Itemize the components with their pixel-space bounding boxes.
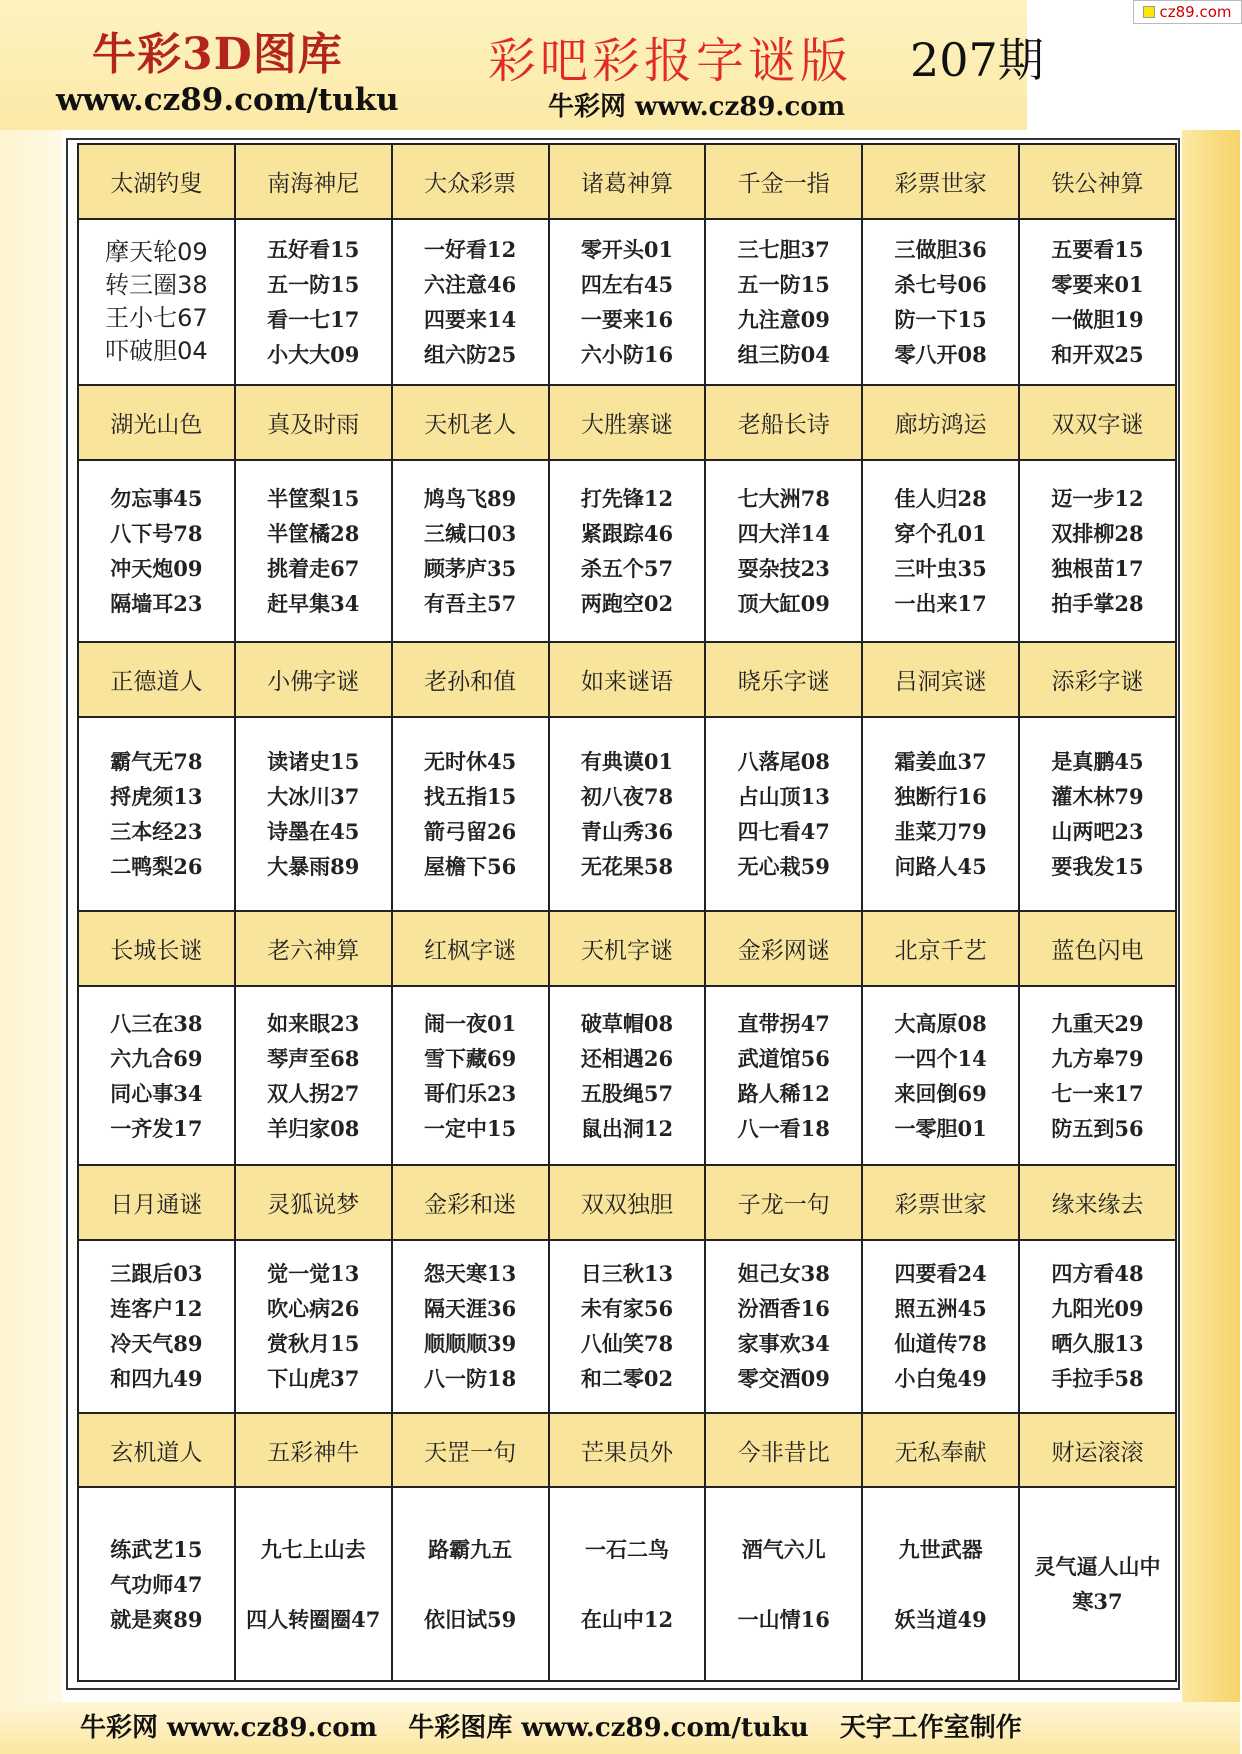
clue-line: 诗墨在45	[267, 819, 360, 845]
header-row	[78, 385, 1176, 460]
clue-cell	[392, 219, 549, 385]
clue-line: 九方皋79	[1051, 1045, 1144, 1071]
clue-line: 有吾主57	[423, 590, 517, 616]
clue-line: 捋虎须13	[110, 784, 203, 810]
column-header: 如来谜语	[549, 642, 706, 717]
clue-line: 四方看48	[1051, 1261, 1144, 1287]
clue-line: 佳人归28	[894, 485, 987, 511]
column-header: 湖光山色	[78, 385, 235, 460]
clue-line: 五好看15	[267, 236, 360, 262]
clue-line: 怨天寒13	[423, 1261, 517, 1287]
clue-line: 练武艺15	[110, 1536, 203, 1562]
column-header: 正德道人	[78, 642, 235, 717]
clue-line: 组三防04	[737, 341, 830, 367]
clue-cell	[549, 1240, 706, 1413]
clue-line: 大高原08	[894, 1010, 987, 1036]
clue-line: 八一看18	[737, 1115, 830, 1141]
column-header: 廊坊鸿运	[862, 385, 1019, 460]
clue-line: 破草帽08	[580, 1010, 674, 1036]
clue-line: 双人拐27	[267, 1080, 360, 1106]
clue-cell	[78, 460, 235, 643]
clue-line: 防一下15	[894, 306, 987, 332]
clue-cell	[235, 717, 392, 912]
clue-line: 拍手掌28	[1051, 590, 1144, 616]
clue-cell	[235, 460, 392, 643]
clue-line: 七一来17	[1051, 1080, 1144, 1106]
clue-cell	[392, 986, 549, 1165]
clue-line: 九七上山去	[260, 1536, 366, 1562]
clue-line: 零交酒09	[737, 1366, 830, 1392]
clue-line: 武道馆56	[737, 1045, 830, 1071]
header-row	[78, 911, 1176, 986]
clue-line: 二鸭梨26	[110, 854, 203, 880]
clue-line: 初八夜78	[580, 784, 674, 810]
footer-tuku: 牛彩图库 www.cz89.com/tuku	[408, 1713, 809, 1743]
cell-spacer	[706, 1567, 861, 1602]
clue-line: 五一防15	[267, 271, 360, 297]
column-header: 灵狐说梦	[235, 1165, 392, 1240]
clue-cell	[862, 717, 1019, 912]
clue-line: 路人稀12	[737, 1080, 830, 1106]
clue-line: 寒37	[1072, 1589, 1123, 1615]
clue-line: 吓破胆04	[105, 336, 208, 365]
clue-cell	[862, 219, 1019, 385]
clue-cell	[78, 1487, 235, 1681]
column-header: 彩票世家	[862, 144, 1019, 219]
clue-line: 是真鹏45	[1051, 749, 1144, 775]
clue-line: 五要看15	[1051, 236, 1144, 262]
column-header: 双双字谜	[1019, 385, 1176, 460]
issue-number: 207期	[910, 33, 1044, 87]
clue-cell	[1019, 986, 1176, 1165]
clue-line: 鼠出洞12	[580, 1115, 674, 1141]
footer-site: 牛彩网 www.cz89.com	[80, 1713, 378, 1743]
header-row	[78, 642, 1176, 717]
clue-cell	[705, 219, 862, 385]
clue-line: 半筐梨15	[267, 485, 360, 511]
clue-line: 鸠鸟飞89	[423, 485, 517, 511]
column-header: 诸葛神算	[549, 144, 706, 219]
clue-cell	[235, 219, 392, 385]
clue-line: 未有家56	[580, 1296, 674, 1322]
clue-cell	[78, 986, 235, 1165]
clue-cell	[392, 460, 549, 643]
clue-line: 一四个14	[894, 1045, 987, 1071]
corner-logo-text: cz89.com	[1159, 3, 1232, 21]
right-border-background	[1182, 130, 1240, 1754]
clue-cell	[235, 986, 392, 1165]
clue-row	[78, 986, 1176, 1165]
clue-line: 零要来01	[1051, 271, 1144, 297]
clue-line: 如来眼23	[267, 1010, 360, 1036]
clue-row	[78, 1487, 1176, 1681]
clue-line: 三缄口03	[423, 520, 517, 546]
clue-line: 四要看24	[894, 1261, 987, 1287]
clue-line: 四人转圈圈47	[246, 1606, 381, 1632]
clue-line: 酒气六儿	[741, 1536, 826, 1562]
header-row	[78, 1165, 1176, 1240]
column-header: 芒果员外	[549, 1413, 706, 1488]
clue-cell	[705, 460, 862, 643]
clue-cell	[549, 986, 706, 1165]
column-header: 蓝色闪电	[1019, 911, 1176, 986]
clue-line: 隔天涯36	[423, 1296, 517, 1322]
clue-cell	[1019, 460, 1176, 643]
clue-line: 九注意09	[737, 306, 830, 332]
clue-cell	[862, 986, 1019, 1165]
clue-line: 和开双25	[1051, 341, 1144, 367]
column-header: 无私奉献	[862, 1413, 1019, 1488]
column-header: 千金一指	[705, 144, 862, 219]
clue-line: 连客户12	[110, 1296, 203, 1322]
clue-line: 四左右45	[580, 271, 674, 297]
clue-line: 要我发15	[1051, 854, 1144, 880]
clue-line: 打先锋12	[580, 485, 674, 511]
clue-row	[78, 460, 1176, 643]
clue-line: 九重天29	[1051, 1010, 1144, 1036]
clue-line: 日三秋13	[580, 1261, 674, 1287]
column-header: 老六神算	[235, 911, 392, 986]
clue-cell	[705, 717, 862, 912]
puzzle-table	[77, 143, 1177, 1682]
clue-cell	[78, 219, 235, 385]
cell-spacer	[393, 1567, 548, 1602]
clue-line: 防五到56	[1051, 1115, 1144, 1141]
header-row	[78, 1413, 1176, 1488]
clue-line: 看一七17	[267, 306, 360, 332]
clue-line: 隔墙耳23	[110, 590, 203, 616]
clue-cell	[78, 1240, 235, 1413]
clue-line: 闹一夜01	[423, 1010, 517, 1036]
clue-line: 四大洋14	[737, 520, 830, 546]
clue-line: 同心事34	[110, 1080, 203, 1106]
clue-line: 和四九49	[110, 1366, 203, 1392]
clue-line: 顶大缸09	[737, 590, 830, 616]
clue-line: 直带拐47	[737, 1010, 830, 1036]
clue-line: 八下号78	[110, 520, 203, 546]
column-header: 天罡一句	[392, 1413, 549, 1488]
clue-line: 一好看12	[423, 236, 517, 262]
clue-line: 七大洲78	[737, 485, 830, 511]
clue-cell	[549, 717, 706, 912]
clue-line: 耍杂技23	[737, 555, 830, 581]
clue-cell	[1019, 717, 1176, 912]
clue-cell	[862, 460, 1019, 643]
clue-cell	[549, 1487, 706, 1681]
clue-line: 灵气逼人山中	[1034, 1554, 1161, 1580]
clue-line: 迈一步12	[1051, 485, 1144, 511]
column-header: 日月通谜	[78, 1165, 235, 1240]
clue-line: 紧跟踪46	[580, 520, 674, 546]
column-header: 真及时雨	[235, 385, 392, 460]
clue-line: 一要来16	[580, 306, 674, 332]
column-header: 子龙一句	[705, 1165, 862, 1240]
footer	[80, 1707, 1044, 1744]
clue-line: 三本经23	[110, 819, 203, 845]
clue-line: 霜姜血37	[894, 749, 987, 775]
clue-line: 一齐发17	[110, 1115, 203, 1141]
clue-line: 一出来17	[894, 590, 987, 616]
column-header: 大众彩票	[392, 144, 549, 219]
left-border-background	[0, 130, 62, 1702]
clue-line: 在山中12	[580, 1606, 674, 1632]
clue-cell	[1019, 1487, 1176, 1681]
clue-line: 哥们乐23	[423, 1080, 517, 1106]
clue-line: 零开头01	[580, 236, 674, 262]
column-header: 太湖钓叟	[78, 144, 235, 219]
clue-line: 小大大09	[267, 341, 360, 367]
corner-site-logo[interactable]	[1133, 0, 1242, 24]
clue-cell	[392, 1240, 549, 1413]
clue-cell	[392, 717, 549, 912]
clue-line: 路霸九五	[428, 1536, 513, 1562]
column-header: 南海神尼	[235, 144, 392, 219]
column-header: 大胜寨谜	[549, 385, 706, 460]
clue-line: 六九合69	[110, 1045, 203, 1071]
clue-line: 穿个孔01	[894, 520, 987, 546]
clue-line: 摩天轮09	[105, 237, 208, 266]
clue-cell	[862, 1487, 1019, 1681]
clue-line: 依旧试59	[423, 1606, 517, 1632]
clue-line: 就是爽89	[110, 1606, 203, 1632]
column-header: 今非昔比	[705, 1413, 862, 1488]
clue-line: 小白兔49	[894, 1366, 987, 1392]
cell-spacer	[863, 1567, 1018, 1602]
clue-cell	[235, 1240, 392, 1413]
cell-spacer	[550, 1567, 705, 1602]
cell-spacer	[236, 1567, 391, 1602]
clue-line: 灌木林79	[1051, 784, 1144, 810]
brand-url: www.cz89.com/tuku	[56, 82, 399, 118]
clue-line: 汾酒香16	[737, 1296, 830, 1322]
clue-line: 韭菜刀79	[894, 819, 987, 845]
clue-row	[78, 717, 1176, 912]
clue-line: 问路人45	[894, 854, 987, 880]
clue-line: 顺顺顺39	[423, 1331, 517, 1357]
site-line: 牛彩网 www.cz89.com	[548, 92, 846, 122]
column-header: 玄机道人	[78, 1413, 235, 1488]
brand-title: 牛彩3D图库	[92, 29, 343, 80]
clue-line: 羊归家08	[267, 1115, 360, 1141]
clue-line: 五股绳57	[580, 1080, 674, 1106]
clue-line: 勿忘事45	[110, 485, 203, 511]
clue-line: 一山情16	[737, 1606, 830, 1632]
column-header: 红枫字谜	[392, 911, 549, 986]
clue-line: 冷天气89	[110, 1331, 203, 1357]
clue-line: 青山秀36	[580, 819, 674, 845]
clue-line: 霸气无78	[110, 749, 203, 775]
clue-line: 零八开08	[894, 341, 987, 367]
column-header: 天机字谜	[549, 911, 706, 986]
column-header: 北京千艺	[862, 911, 1019, 986]
clue-line: 和二零02	[580, 1366, 674, 1392]
clue-line: 王小七67	[105, 303, 208, 332]
footer-credit: 天宇工作室制作	[839, 1713, 1022, 1743]
clue-line: 仙道传78	[894, 1331, 987, 1357]
clue-cell	[549, 219, 706, 385]
column-header: 彩票世家	[862, 1165, 1019, 1240]
clue-line: 五一防15	[737, 271, 830, 297]
clue-line: 家事欢34	[737, 1331, 830, 1357]
clue-line: 妖当道49	[894, 1606, 987, 1632]
clue-row	[78, 1240, 1176, 1413]
clue-line: 三跟后03	[110, 1261, 203, 1287]
clue-line: 气功师47	[110, 1571, 203, 1597]
column-header: 双双独胆	[549, 1165, 706, 1240]
clue-line: 照五洲45	[894, 1296, 987, 1322]
clue-cell	[705, 1487, 862, 1681]
clue-line: 两跑空02	[580, 590, 674, 616]
clue-line: 一定中15	[423, 1115, 517, 1141]
column-header: 长城长谜	[78, 911, 235, 986]
clue-line: 顾茅庐35	[423, 555, 517, 581]
clue-cell	[392, 1487, 549, 1681]
clue-cell	[78, 717, 235, 912]
clue-line: 赏秋月15	[267, 1331, 360, 1357]
clue-line: 屋檐下56	[423, 854, 517, 880]
edition-title: 彩吧彩报字谜版	[488, 33, 853, 89]
clue-line: 一零胆01	[894, 1115, 987, 1141]
clue-line: 八落尾08	[737, 749, 830, 775]
clue-line: 九世武器	[898, 1536, 983, 1562]
clue-line: 挑着走67	[267, 555, 360, 581]
clue-line: 读诸史15	[267, 749, 360, 775]
clue-line: 组六防25	[423, 341, 517, 367]
clue-line: 妲己女38	[737, 1261, 830, 1287]
clue-cell	[705, 986, 862, 1165]
clue-cell	[705, 1240, 862, 1413]
clue-line: 八仙笑78	[580, 1331, 674, 1357]
clue-line: 大暴雨89	[267, 854, 360, 880]
column-header: 五彩神牛	[235, 1413, 392, 1488]
clue-cell	[235, 1487, 392, 1681]
column-header: 老船长诗	[705, 385, 862, 460]
clue-line: 独断行16	[894, 784, 987, 810]
clue-line: 独根苗17	[1051, 555, 1144, 581]
clue-line: 赶早集34	[267, 590, 360, 616]
column-header: 添彩字谜	[1019, 642, 1176, 717]
clue-line: 大冰川37	[267, 784, 360, 810]
column-header: 老孙和值	[392, 642, 549, 717]
clue-cell	[549, 460, 706, 643]
clue-line: 冲天炮09	[110, 555, 203, 581]
clue-row	[78, 219, 1176, 385]
clue-line: 杀五个57	[580, 555, 674, 581]
column-header: 小佛字谜	[235, 642, 392, 717]
clue-line: 三七胆37	[737, 236, 830, 262]
column-header: 缘来缘去	[1019, 1165, 1176, 1240]
column-header: 金彩网谜	[705, 911, 862, 986]
column-header: 金彩和迷	[392, 1165, 549, 1240]
clue-line: 手拉手58	[1051, 1366, 1144, 1392]
clue-line: 四要来14	[423, 306, 517, 332]
column-header: 吕洞宾谜	[862, 642, 1019, 717]
column-header: 天机老人	[392, 385, 549, 460]
column-header: 晓乐字谜	[705, 642, 862, 717]
clue-line: 来回倒69	[894, 1080, 987, 1106]
clue-line: 转三圈38	[105, 270, 208, 299]
clue-line: 六注意46	[423, 271, 517, 297]
clue-line: 三做胆36	[894, 236, 987, 262]
clue-line: 无花果58	[580, 854, 674, 880]
clue-line: 山两吧23	[1051, 819, 1144, 845]
clue-cell	[1019, 1240, 1176, 1413]
clue-line: 下山虎37	[267, 1366, 360, 1392]
clue-line: 箭弓留26	[423, 819, 517, 845]
clue-line: 有典谟01	[580, 749, 674, 775]
clue-line: 吹心病26	[267, 1296, 360, 1322]
logo-square-icon	[1143, 6, 1155, 18]
clue-line: 雪下藏69	[423, 1045, 517, 1071]
column-header: 财运滚滚	[1019, 1413, 1176, 1488]
clue-line: 一做胆19	[1051, 306, 1144, 332]
clue-line: 杀七号06	[894, 271, 987, 297]
clue-line: 无心栽59	[737, 854, 830, 880]
clue-line: 找五指15	[423, 784, 517, 810]
clue-line: 无时休45	[423, 749, 517, 775]
column-header: 铁公神算	[1019, 144, 1176, 219]
clue-line: 晒久服13	[1051, 1331, 1144, 1357]
clue-line: 八三在38	[110, 1010, 203, 1036]
clue-line: 四七看47	[737, 819, 830, 845]
clue-line: 九阳光09	[1051, 1296, 1144, 1322]
clue-line: 还相遇26	[580, 1045, 674, 1071]
clue-line: 琴声至68	[267, 1045, 360, 1071]
clue-cell	[862, 1240, 1019, 1413]
clue-line: 一石二鸟	[584, 1536, 669, 1562]
header-row	[78, 144, 1176, 219]
clue-line: 双排柳28	[1051, 520, 1144, 546]
clue-line: 三叶虫35	[894, 555, 987, 581]
clue-line: 觉一觉13	[267, 1261, 360, 1287]
clue-line: 六小防16	[580, 341, 674, 367]
clue-line: 占山顶13	[737, 784, 830, 810]
clue-line: 半筐橘28	[267, 520, 360, 546]
clue-cell	[1019, 219, 1176, 385]
clue-line: 八一防18	[423, 1366, 517, 1392]
